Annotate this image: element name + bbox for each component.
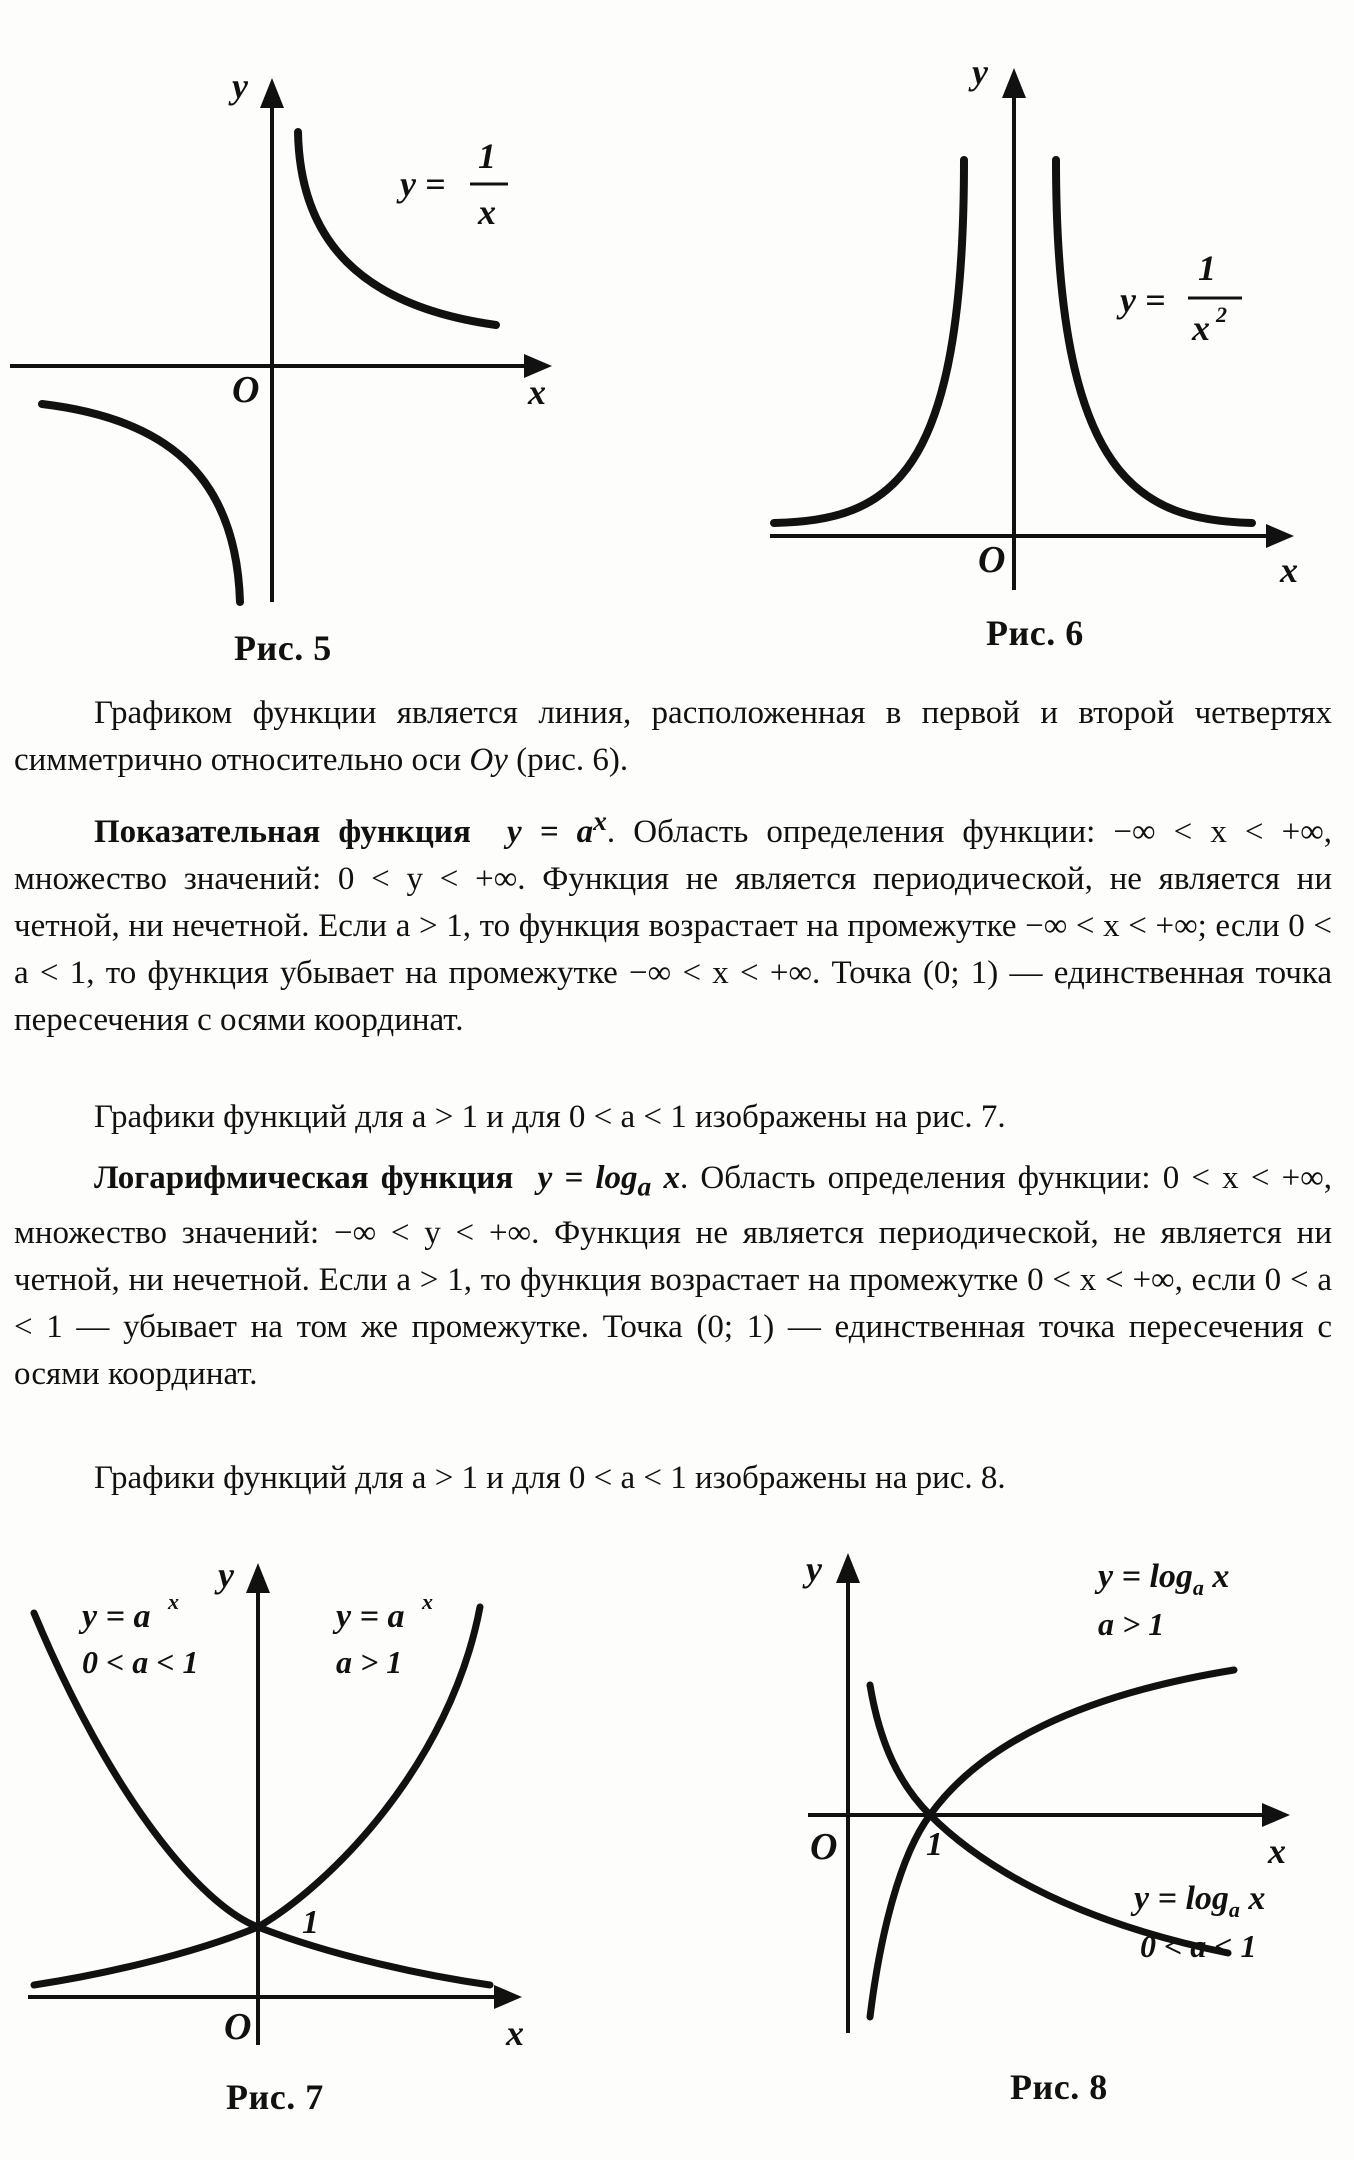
fig8-caption: Рис. 8 bbox=[1010, 2067, 1108, 2107]
figure-6 bbox=[760, 50, 1320, 610]
fig6-x-label: x bbox=[1280, 550, 1298, 590]
fig8-x-arrow bbox=[1262, 1803, 1290, 1827]
fig7-point-label: 1 bbox=[302, 1904, 319, 1941]
paragraph-2 bbox=[14, 797, 1332, 1044]
fig5-caption: Рис. 5 bbox=[234, 628, 332, 668]
fig8-origin-label: O bbox=[810, 1826, 838, 1868]
fig5-formula bbox=[396, 136, 508, 232]
paragraph-3 bbox=[14, 1094, 1332, 1141]
fig8-top-var: x bbox=[1203, 1558, 1230, 1595]
fig5-x-label: x bbox=[528, 372, 546, 412]
fig8-bottom-formula: y = log bbox=[1134, 1880, 1229, 1917]
fig6-curve-right bbox=[1056, 160, 1252, 523]
fig7-right-legend bbox=[332, 1589, 433, 1680]
fig8-bottom-condition: 0 < a < 1 bbox=[1140, 1928, 1257, 1964]
fig8-top-formula: y = log bbox=[1098, 1558, 1193, 1595]
p2-text: . Область определения функции: −∞ < x < +∞, множество значений: 0 < y < +∞. Функция не является периодической, не является ни четной, ни нечетной. Если a > 1, то функция возрастает на промежутке −∞ < x < +∞; если 0 < a < 1, то функция убывает на промежутке −∞ < x < +∞. Точка (0; 1) — единственная точка пересечения с осями координат. bbox=[14, 814, 1333, 1038]
p2-title: Показательная функция bbox=[94, 814, 471, 850]
fig8-top-condition: a > 1 bbox=[1098, 1606, 1165, 1642]
fig7-left-formula: y = a bbox=[82, 1598, 151, 1635]
fig5-origin-label: O bbox=[232, 369, 260, 411]
paragraph-5 bbox=[14, 1455, 1332, 1502]
p2-exponent: x bbox=[593, 805, 607, 836]
fig8-top-formula-line bbox=[1094, 1558, 1229, 1600]
p4-text: . Область определения функции: 0 < x < +∞, множество значений: −∞ < y < +∞. Функция не является периодической, не является ни четной, ни нечетной. Если a > 1, то функция возрастает на промежутке 0 < x < +∞, если 0 < a < 1 — убывает на том же промежутке. Точка (0; 1) — единственная точка пересечения с осями координат. bbox=[14, 1160, 1333, 1392]
fig6-y-label: y bbox=[972, 52, 988, 92]
fig5-formula-lhs: y = bbox=[400, 164, 446, 204]
fig7-x-label: x bbox=[506, 2013, 524, 2053]
fig7-right-condition: a > 1 bbox=[336, 1644, 403, 1680]
p3-text: Графики функций для a > 1 и для 0 < a < 1 изображены на рис. 7. bbox=[94, 1099, 1006, 1135]
p1-text: Графиком функции является линия, расположенная в первой и второй четвертях симметрично относительно оси bbox=[14, 695, 1332, 778]
fig7-x-arrow bbox=[494, 1985, 522, 2009]
fig5-curve-negative bbox=[42, 404, 240, 602]
p4-var: x bbox=[651, 1160, 680, 1196]
fig6-x-arrow bbox=[1266, 524, 1294, 548]
fig8-x-label: x bbox=[1268, 1831, 1286, 1871]
fig8-y-arrow bbox=[836, 1553, 860, 1583]
fig8-top-legend bbox=[1094, 1558, 1229, 1642]
fig7-y-arrow bbox=[246, 1563, 270, 1593]
fig8-y-label: y bbox=[806, 1549, 822, 1589]
fig7-left-exponent: x bbox=[168, 1589, 179, 1614]
fig5-formula-denominator: x bbox=[478, 192, 496, 232]
p4-subscript: a bbox=[637, 1170, 652, 1202]
fig6-formula-numerator: 1 bbox=[1198, 248, 1216, 288]
fig6-origin-label: O bbox=[978, 539, 1006, 581]
p5-text: Графики функций для a > 1 и для 0 < a < 1 изображены на рис. 8. bbox=[94, 1460, 1006, 1496]
fig7-left-condition: 0 < a < 1 bbox=[82, 1644, 199, 1680]
fig7-right-formula: y = a bbox=[336, 1598, 405, 1635]
fig5-formula-numerator: 1 bbox=[478, 136, 496, 176]
fig8-bottom-formula-line bbox=[1130, 1880, 1265, 1922]
fig8-bottom-legend bbox=[1130, 1880, 1265, 1964]
fig7-left-legend bbox=[78, 1589, 198, 1680]
fig6-formula-lhs: y = bbox=[1120, 280, 1166, 320]
fig6-formula-denominator: x bbox=[1192, 308, 1210, 348]
p4-formula: y = log bbox=[537, 1160, 638, 1196]
fig6-y-arrow bbox=[1002, 68, 1026, 98]
fig7-right-exponent: x bbox=[422, 1589, 433, 1614]
fig6-caption: Рис. 6 bbox=[986, 613, 1084, 653]
p4-title: Логарифмическая функция bbox=[94, 1160, 514, 1196]
fig6-curve-left bbox=[774, 160, 964, 523]
fig7-origin-label: O bbox=[224, 2006, 252, 2048]
fig7-caption: Рис. 7 bbox=[226, 2077, 324, 2117]
fig8-top-sub: a bbox=[1192, 1575, 1204, 1600]
fig8-curve-increasing bbox=[870, 1670, 1234, 2017]
p1-text-end: (рис. 6). bbox=[507, 742, 629, 778]
fig8-bottom-sub: a bbox=[1228, 1897, 1240, 1922]
fig8-bottom-var: x bbox=[1239, 1880, 1266, 1917]
fig5-curve-positive bbox=[298, 132, 496, 325]
figure-5 bbox=[0, 50, 560, 620]
fig5-y-arrow bbox=[260, 78, 284, 108]
fig7-y-label: y bbox=[218, 1555, 234, 1595]
fig8-point-label: 1 bbox=[926, 1826, 943, 1863]
paragraph-1 bbox=[14, 690, 1332, 784]
fig6-formula-exponent: 2 bbox=[1216, 302, 1227, 327]
fig5-y-label: y bbox=[232, 66, 248, 106]
figure-7 bbox=[0, 1545, 560, 2085]
fig6-formula bbox=[1116, 248, 1242, 348]
paragraph-4 bbox=[14, 1155, 1332, 1398]
p1-oy: Oy bbox=[469, 742, 508, 778]
figure-8 bbox=[780, 1535, 1340, 2055]
p2-formula: y = a bbox=[507, 814, 594, 850]
